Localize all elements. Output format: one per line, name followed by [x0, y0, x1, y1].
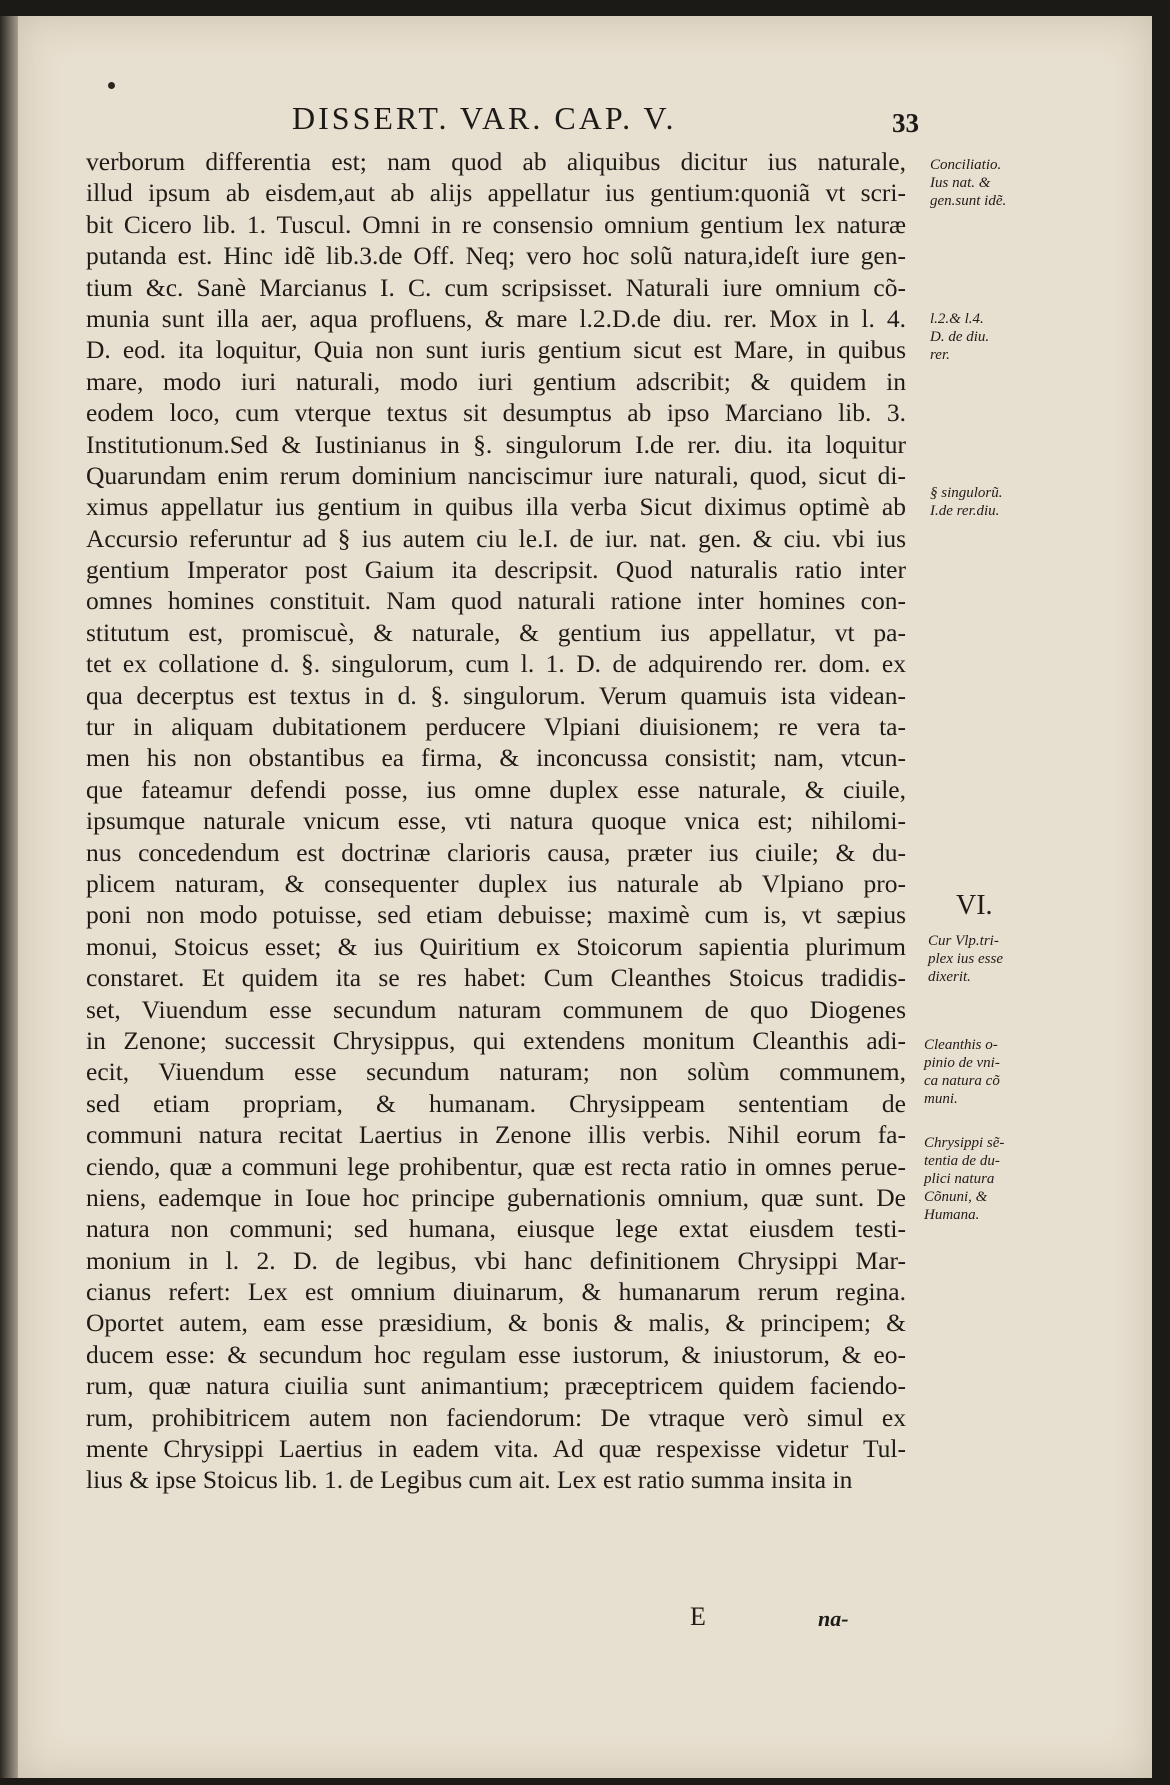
marginal-note — [930, 310, 989, 364]
body-line: set, Viuendum esse secundum naturam communem de quo Diogenes — [86, 994, 906, 1024]
body-line: lius & ipse Stoicus lib. 1. de Legibus cum ait. Lex est ratio summa insita in — [86, 1465, 853, 1495]
marginal-line: pinio de vni- — [924, 1055, 1000, 1071]
section-number: VI. — [956, 890, 993, 921]
body-line: munia sunt illa aer, aqua profluens, & mare l.2.D.de diu. rer. Mox in l. 4. — [86, 303, 906, 333]
body-line: illud ipsum ab eisdem,aut ab alijs appellatur ius gentium:quoniã vt scri- — [86, 178, 906, 208]
body-line: men his non obstantibus ea firma, & inconcussa consistit; nam, vtcun- — [86, 743, 906, 773]
marginal-line: Cur Vlp.tri- — [928, 933, 999, 949]
marginal-line: Ius nat. & — [930, 175, 991, 191]
body-line: cianus refert: Lex est omnium diuinarum, & humanarum rerum regina. — [86, 1277, 906, 1307]
body-line: constaret. Et quidem ita se res habet: Cum Cleanthes Stoicus tradidis- — [86, 963, 906, 993]
body-line: ecit, Viuendum esse secundum naturam; non solùm communem, — [86, 1057, 906, 1087]
body-line: D. eod. ita loquitur, Quia non sunt iuris gentium sicut est Mare, in quibus — [86, 335, 906, 365]
body-line: niens, eademque in Ioue hoc principe gubernationis omnium, quæ sunt. De — [86, 1182, 906, 1212]
marginal-note — [930, 156, 1006, 210]
body-line: ciendo, quæ a communi lege prohibentur, quæ est recta ratio in omnes perue- — [86, 1151, 906, 1181]
marginal-line: Cõnuni, & — [924, 1189, 988, 1205]
marginal-line: plici natura — [924, 1171, 995, 1187]
marginal-line: § singulorũ. — [930, 485, 1003, 501]
marginal-line: D. de diu. — [930, 329, 990, 345]
body-line: ducem esse: & secundum hoc regulam esse iustorum, & iniustorum, & eo- — [86, 1339, 906, 1369]
page-number: 33 — [892, 108, 919, 138]
body-line: ximus appellatur ius gentium in quibus illa verba Sicut diximus optimè ab — [86, 492, 906, 522]
body-line: stitutum est, promiscuè, & naturale, & gentium ius appellatur, vt pa- — [86, 617, 906, 647]
body-line: gentium Imperator post Gaium ita descripsit. Quod naturalis ratio inter — [86, 555, 906, 585]
body-line: tium &c. Sanè Marcianus I. C. cum scripsisset. Naturali iure omnium cõ- — [86, 272, 906, 302]
body-line: Accursio referuntur ad § ius autem ciu le.I. de iur. nat. gen. & ciu. vbi ius — [86, 523, 906, 553]
marginal-line: Humana. — [924, 1207, 980, 1223]
body-line: tet ex collatione d. §. singulorum, cum l. 1. D. de adquirendo rer. dom. ex — [86, 649, 906, 679]
body-line: mente Chrysippi Laertius in eadem vita. Ad quæ respexisse videtur Tul- — [86, 1434, 906, 1464]
body-line: in Zenone; successit Chrysippus, qui extendens monitum Cleanthis adi- — [86, 1025, 906, 1055]
body-line: que fateamur defendi posse, ius omne duplex esse naturale, & ciuile, — [86, 774, 906, 804]
marginal-note — [924, 1036, 1000, 1108]
body-line: verborum differentia est; nam quod ab aliquibus dicitur ius naturale, — [86, 147, 906, 176]
marginal-line: muni. — [924, 1091, 958, 1107]
body-line: Oportet autem, eam esse præsidium, & bonis & malis, & principem; & — [86, 1308, 906, 1338]
body-line: tur in aliquam dubitationem perducere Vlpiani diuisionem; re vera ta- — [86, 712, 906, 742]
body-line: eodem loco, cum vterque textus sit desumptus ab ipso Marciano lib. 3. — [86, 398, 906, 428]
body-line: rum, prohibitricem autem non faciendorum: De vtraque verò simul ex — [86, 1402, 906, 1432]
marginal-note — [924, 1134, 1004, 1224]
body-line: communi natura recitat Laertius in Zenone illis verbis. Nihil eorum fa- — [86, 1120, 906, 1150]
catchword: na- — [818, 1606, 849, 1631]
body-line: natura non communi; sed humana, eiusque lege extat eiusdem testi- — [86, 1214, 906, 1244]
body-line: nus concedendum est doctrinæ clarioris causa, præter ius ciuile; & du- — [86, 837, 906, 867]
marginal-line: Cleanthis o- — [924, 1037, 998, 1053]
body-line: Institutionum.Sed & Iustinianus in §. singulorum I.de rer. diu. ita loquitur — [86, 429, 906, 459]
body-line: mare, modo iuri naturali, modo iuri gentium adscribit; & quidem in — [86, 366, 906, 396]
body-line: poni non modo potuisse, sed etiam debuisse; maximè cum is, vt sæpius — [86, 900, 906, 930]
marginal-note — [930, 484, 1003, 520]
body-line: plicem naturam, & consequenter duplex ius naturale ab Vlpiano pro- — [86, 868, 906, 898]
body-line: sed etiam propriam, & humanam. Chrysippeam sententiam de — [86, 1088, 906, 1118]
marginal-line: I.de rer.diu. — [930, 503, 1000, 519]
body-line: rum, quæ natura ciuilia sunt animantium; præceptricem quidem faciendo- — [86, 1371, 906, 1401]
marginal-line: ca natura cõ — [924, 1073, 1000, 1089]
body-line: monui, Stoicus esset; & ius Quiritium ex Stoicorum sapientia plurimum — [86, 931, 906, 961]
body-line: monium in l. 2. D. de legibus, vbi hanc definitionem Chrysippi Mar- — [86, 1245, 906, 1275]
body-line: ipsumque naturale vnicum esse, vti natura quoque vnica est; nihilomi- — [86, 806, 906, 836]
body-line: Quarundam enim rerum dominium nanciscimur iure naturali, quod, sicut di- — [86, 460, 906, 490]
body-text — [86, 146, 906, 1496]
marginal-line: Chrysippi sẽ- — [924, 1135, 1005, 1151]
body-line: qua decerptus est textus in d. §. singulorum. Verum quamuis ista videan- — [86, 680, 906, 710]
marginal-line: tentia de du- — [924, 1153, 1000, 1169]
signature-mark: E — [690, 1602, 706, 1631]
marginal-line: rer. — [930, 347, 950, 363]
body-line: bit Cicero lib. 1. Tuscul. Omni in re consensio omnium gentium lex naturæ — [86, 209, 906, 239]
body-line: omnes homines constituit. Nam quod naturali ratione inter homines con- — [86, 586, 906, 616]
marginal-line: plex ius esse — [928, 951, 1003, 967]
marginal-line: Conciliatio. — [930, 157, 1002, 173]
marginal-line: l.2.& l.4. — [930, 311, 984, 327]
marginal-line: gen.sunt idẽ. — [930, 193, 1007, 209]
ink-spot — [108, 82, 115, 89]
body-line: putanda est. Hinc idẽ lib.3.de Off. Neq; vero hoc solũ natura,ideſt iure gen- — [86, 241, 906, 271]
marginal-line: dixerit. — [928, 969, 971, 985]
marginal-note — [928, 932, 1003, 986]
running-head: DISSERT. VAR. CAP. V. — [292, 100, 677, 136]
